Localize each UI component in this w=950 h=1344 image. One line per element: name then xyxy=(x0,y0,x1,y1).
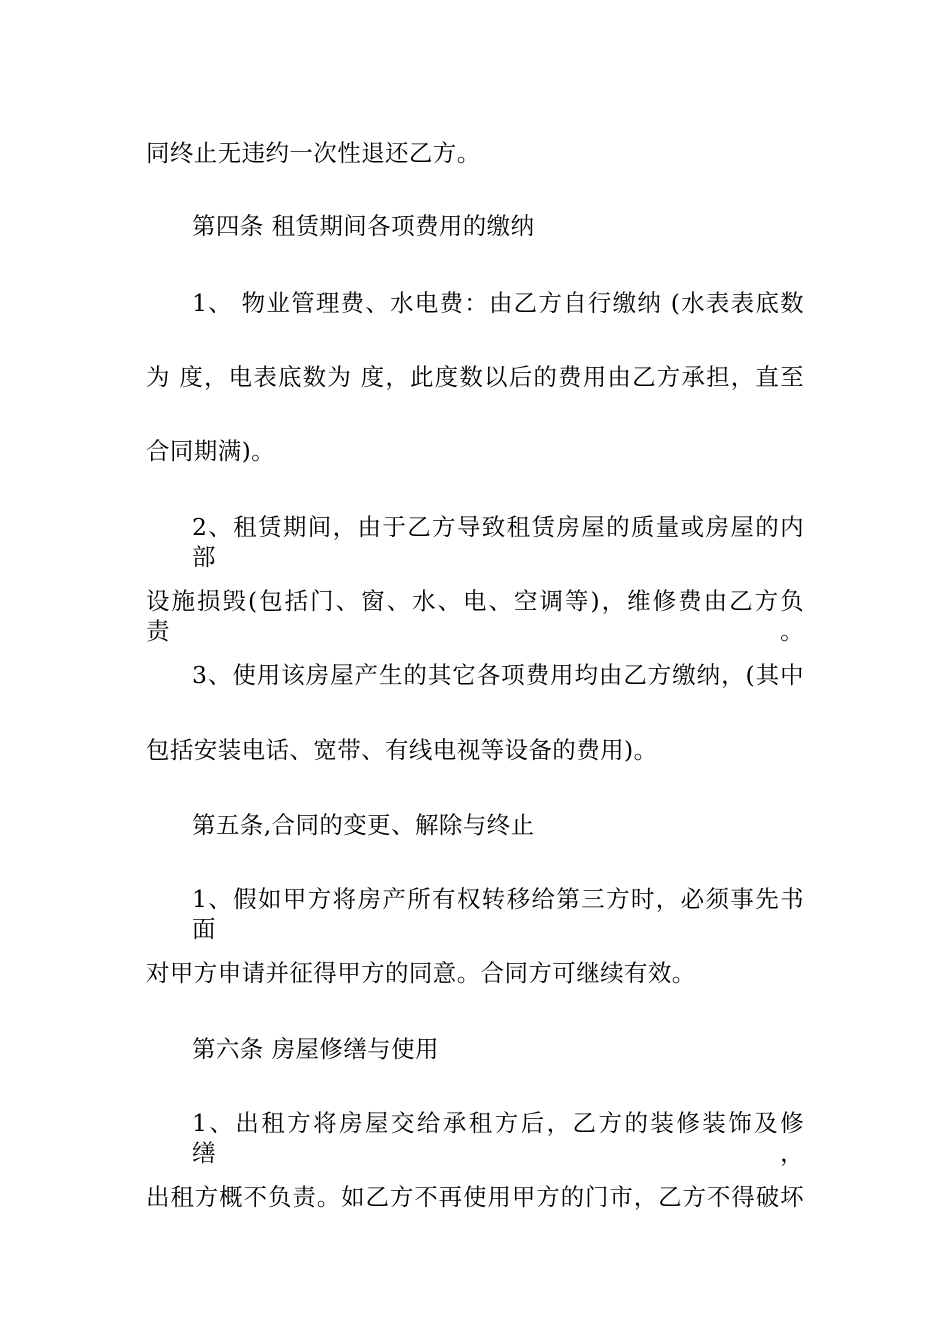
clause-6-1-line-2: 出租方概不负责。如乙方不再使用甲方的门市，乙方不得破坏 xyxy=(146,1183,804,1211)
clause-5-1-line-1: 1、假如甲方将房产所有权转移给第三方时，必须事先书面 xyxy=(192,885,804,943)
clause-4-2-line-2: 设施损毁(包括门、窗、水、电、空调等)，维修费由乙方负责。 xyxy=(146,587,804,645)
clause-6-1-line-1: 1、出租方将房屋交给承租方后，乙方的装修装饰及修缮， xyxy=(192,1109,804,1167)
section-heading-article-6: 第六条 房屋修缮与使用 xyxy=(192,1035,439,1063)
clause-4-3-line-2: 包括安装电话、宽带、有线电视等设备的费用)。 xyxy=(146,736,658,764)
clause-5-1-line-2: 对甲方申请并征得甲方的同意。合同方可继续有效。 xyxy=(146,959,696,987)
clause-4-3-line-1: 3、使用该房屋产生的其它各项费用均由乙方缴纳，(其中 xyxy=(192,661,804,689)
clause-4-2-line-1: 2、租赁期间，由于乙方导致租赁房屋的质量或房屋的内部 xyxy=(192,513,804,571)
clause-4-1-line-3: 合同期满)。 xyxy=(146,437,276,465)
section-heading-article-5: 第五条,合同的变更、解除与终止 xyxy=(192,811,535,839)
clause-4-1-line-2: 为 度，电表底数为 度，此度数以后的费用由乙方承担，直至 xyxy=(146,363,804,391)
body-text-line: 同终止无违约一次性退还乙方。 xyxy=(146,139,481,167)
section-heading-article-4: 第四条 租赁期间各项费用的缴纳 xyxy=(192,212,535,240)
clause-4-1-line-1: 1、 物业管理费、水电费：由乙方自行缴纳 (水表表底数 xyxy=(192,289,804,317)
